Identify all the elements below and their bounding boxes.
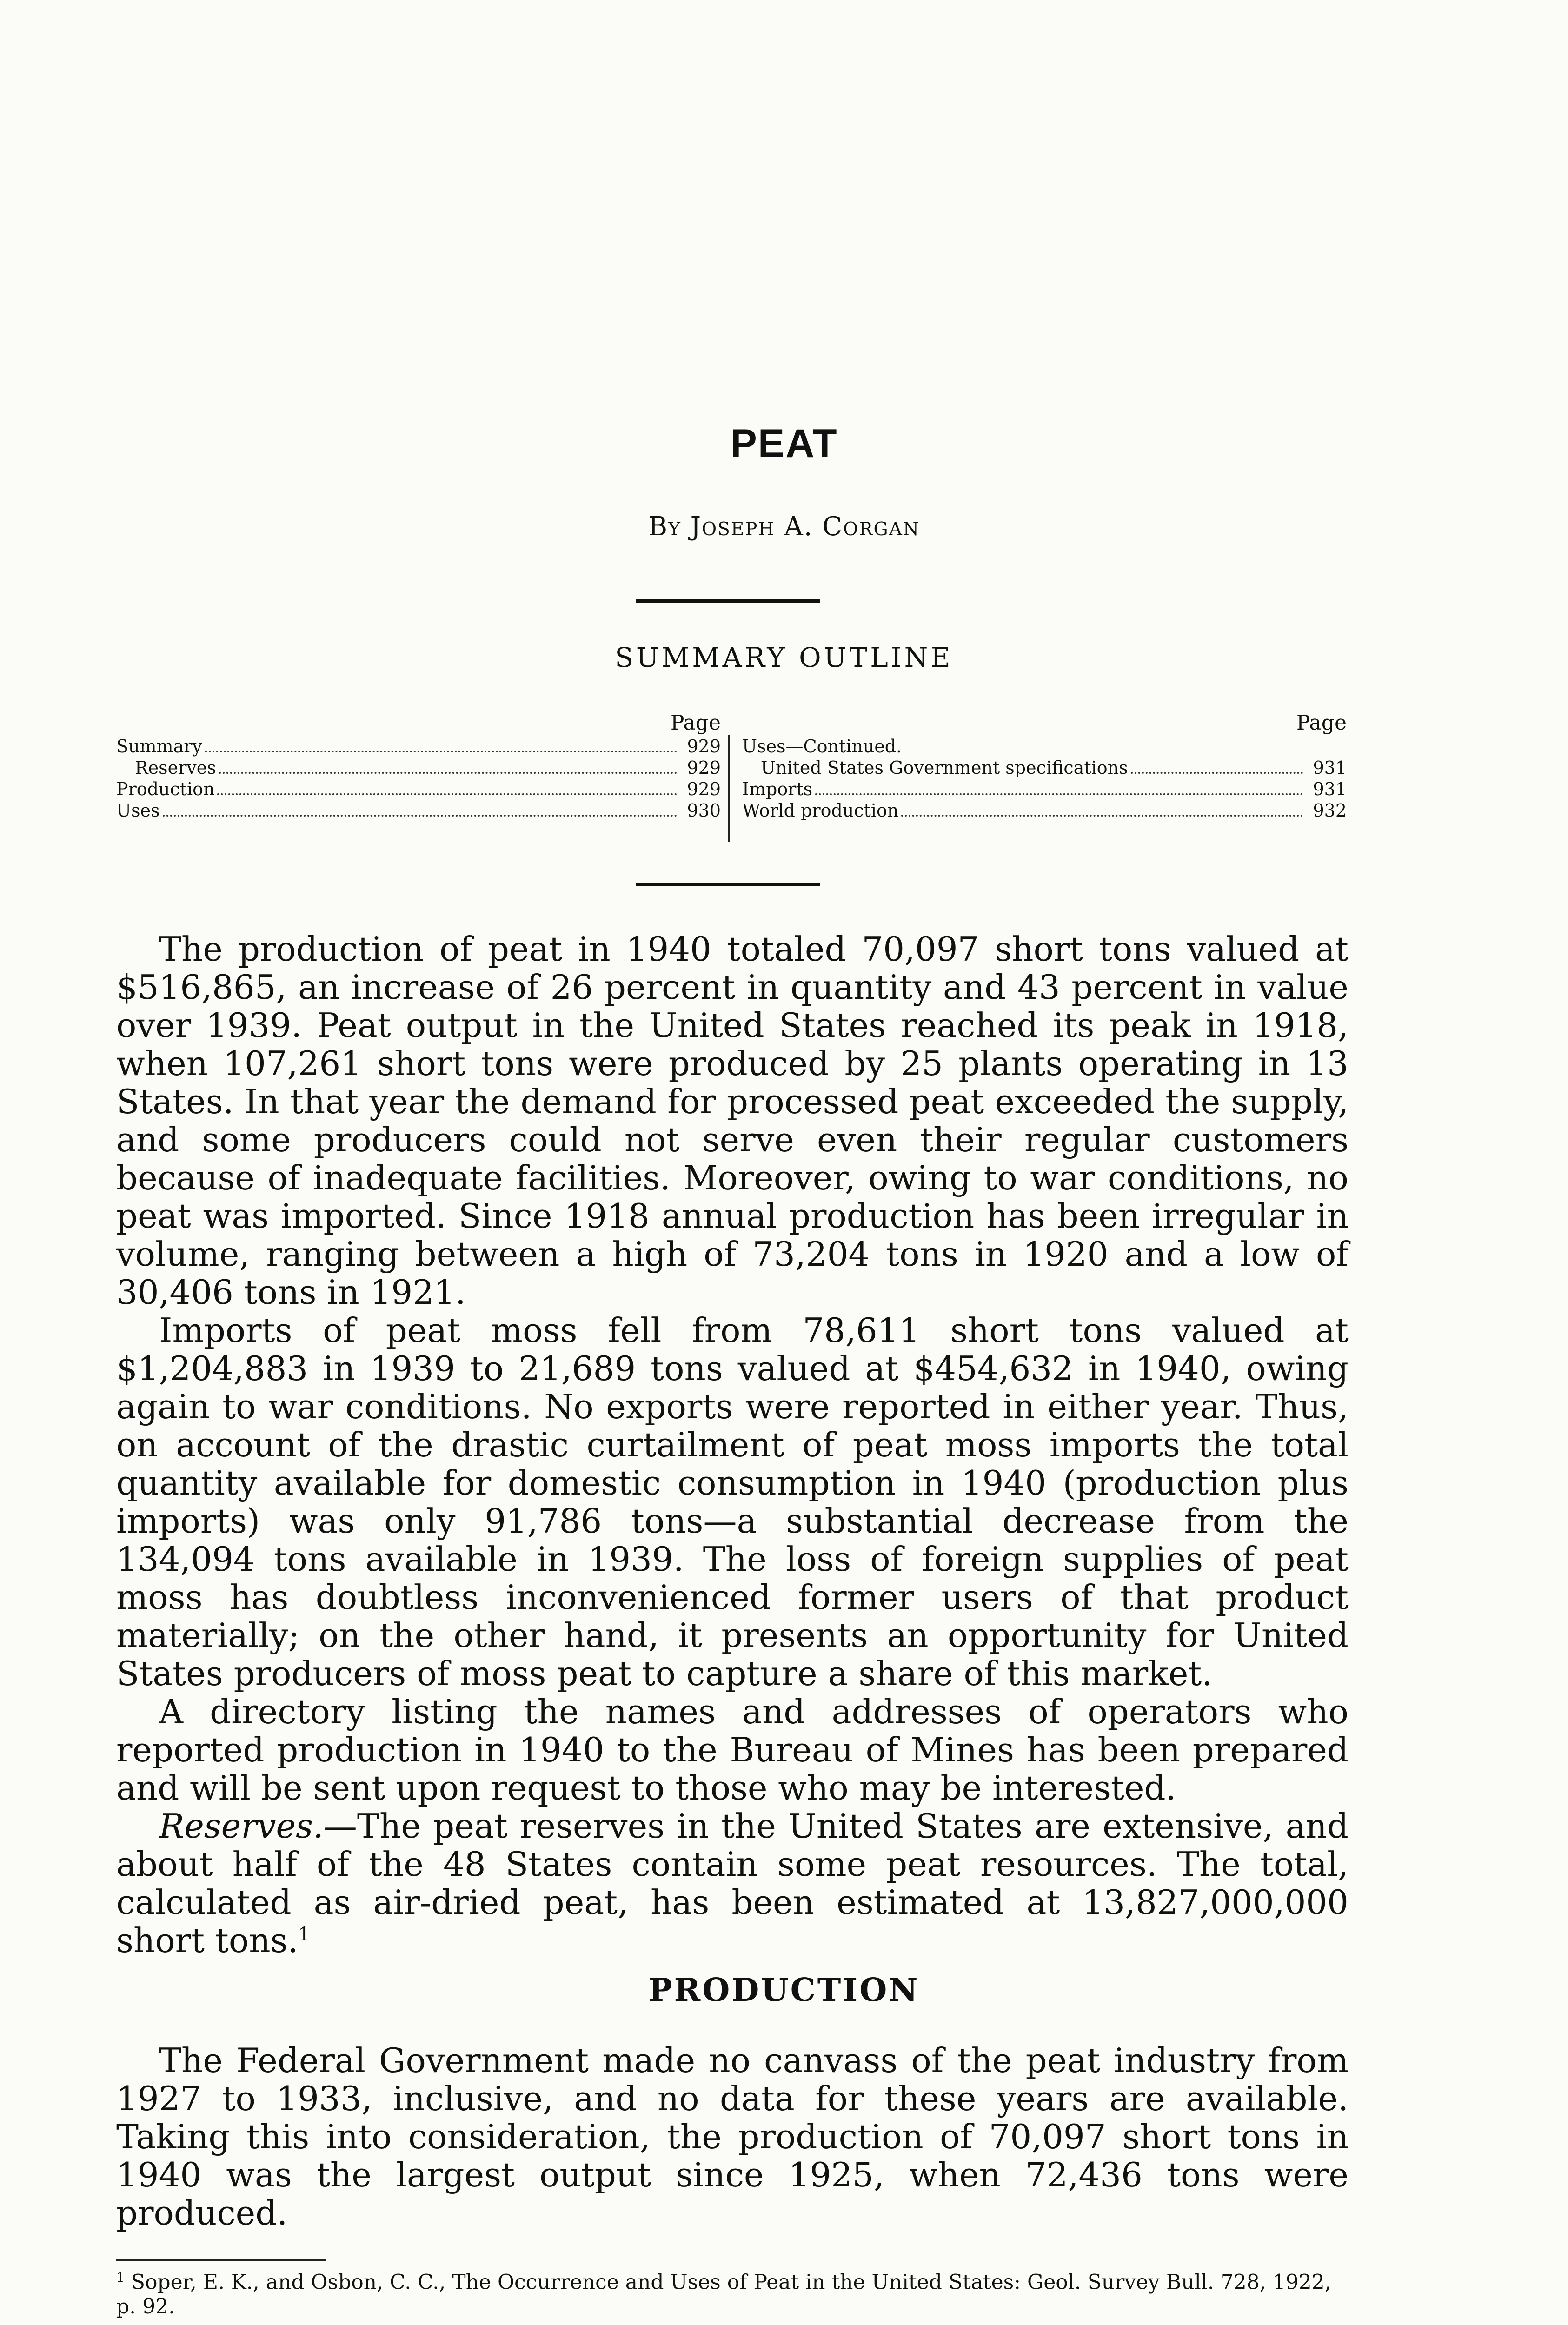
toc-entry-label: Uses [116,800,160,821]
toc-entry-label: Imports [742,779,813,799]
toc-continued-label: Uses—Continued. [742,736,902,757]
toc-entry [116,757,721,778]
toc-leader [1131,772,1303,774]
toc-leader [205,751,677,752]
paragraph: The production of peat in 1940 totaled 70,097 short tons valued at $516,865, an increase of 26 percent in quantity and 43 percent in value over 1939. Peat output in the United States reached its peak in 1918, when 107,261 short tons were produced by 25 plants operating in 13 States. In that year the demand for processed peat exceeded the supply, and some producers could not serve even their regular customers because of inadequate facilities. Moreover, owing to war conditions, no peat was imported. Since 1918 annual production has been irregular in volume, ranging between a high of 73,204 tons in 1920 and a low of 30,406 tons in 1921. [116,930,1349,1312]
toc-entry [742,757,1347,778]
toc-leader [815,793,1303,795]
toc-leader [163,815,677,817]
paragraph: The Federal Government made no canvass of the peat industry from 1927 to 1933, inclusive, and no data for these years are available. Taking this into consideration, the production of 70,097 short tons in 1940 was the largest output since 1925, when 72,436 tons were produced. [116,2041,1349,2232]
reserves-text: —The peat reserves in the United States are extensive, and about half of the 48 States contain some peat resources. The total, calculated as air-dried peat, has been estimated at 13,827,000,000 short tons. [116,1807,1349,1960]
toc-entry-label: Summary [116,736,202,757]
footnote-rule [116,2259,326,2261]
toc-entry [116,736,721,757]
document-title: PEAT [730,421,838,466]
reserves-lead: Reserves. [159,1807,324,1846]
paragraph-reserves [116,1807,1349,1960]
toc-entry-label: World production [742,800,899,821]
toc-entry-page: 929 [687,736,721,757]
footnote-reference[interactable]: 1 [298,1924,310,1945]
author-byline: By Joseph A. Corgan [648,512,920,542]
toc-entry-page: 931 [1313,779,1347,799]
outline-heading: SUMMARY OUTLINE [615,642,953,673]
toc-entry [116,778,721,800]
toc-right-column [742,712,1347,821]
paragraph: Imports of peat moss fell from 78,611 short tons valued at $1,204,883 in 1939 to 21,689 tons valued at $454,632 in 1940, owing again to war conditions. No exports were reported in either year. Thus, on account of the drastic curtailment of peat moss imports the total quantity available for domestic consumption in 1940 (production plus imports) was only 91,786 tons—a substantial decrease from the 134,094 tons available in 1939. The loss of foreign supplies of peat moss has doubtless inconvenienced former users of that product materially; on the other hand, it presents an opportunity for United States producers of moss peat to capture a share of this market. [116,1311,1349,1693]
footnote [116,2265,1349,2319]
toc-entry [742,800,1347,821]
paragraph: A directory listing the names and addresses of operators who reported production in 1940 to the Bureau of Mines has been prepared and will be sent upon request to those who may be interested. [116,1692,1349,1807]
toc-leader [901,815,1303,817]
body-text [116,930,1349,1960]
toc-entry [116,800,721,821]
toc-entry-label: Production [116,779,215,799]
footnote-text: Soper, E. K., and Osbon, C. C., The Occurrence and Uses of Peat in the United States: Geol. Survey Bull. 728, 1922, p. 92. [116,2270,1331,2318]
toc-entry-label: United States Government specifications [761,757,1128,778]
toc-page-header: Page [670,711,721,735]
title-rule [636,599,820,603]
toc-entry-page: 929 [687,757,721,778]
toc-leader [219,772,677,774]
toc-page-header: Page [1296,711,1347,735]
footnote-marker: 1 [116,2270,125,2285]
toc-entry [742,778,1347,800]
outline-rule [636,883,820,886]
toc-left-column [116,712,721,821]
section-heading-production: PRODUCTION [648,1972,920,2009]
toc-leader [217,793,677,795]
body-text-production [116,2041,1349,2232]
toc-entry-page: 930 [687,800,721,821]
toc-entry-label: Reserves [135,757,216,778]
toc-entry-page: 932 [1313,800,1347,821]
toc-entry-page: 929 [687,779,721,799]
toc-divider [728,735,730,842]
toc-entry-page: 931 [1313,757,1347,778]
